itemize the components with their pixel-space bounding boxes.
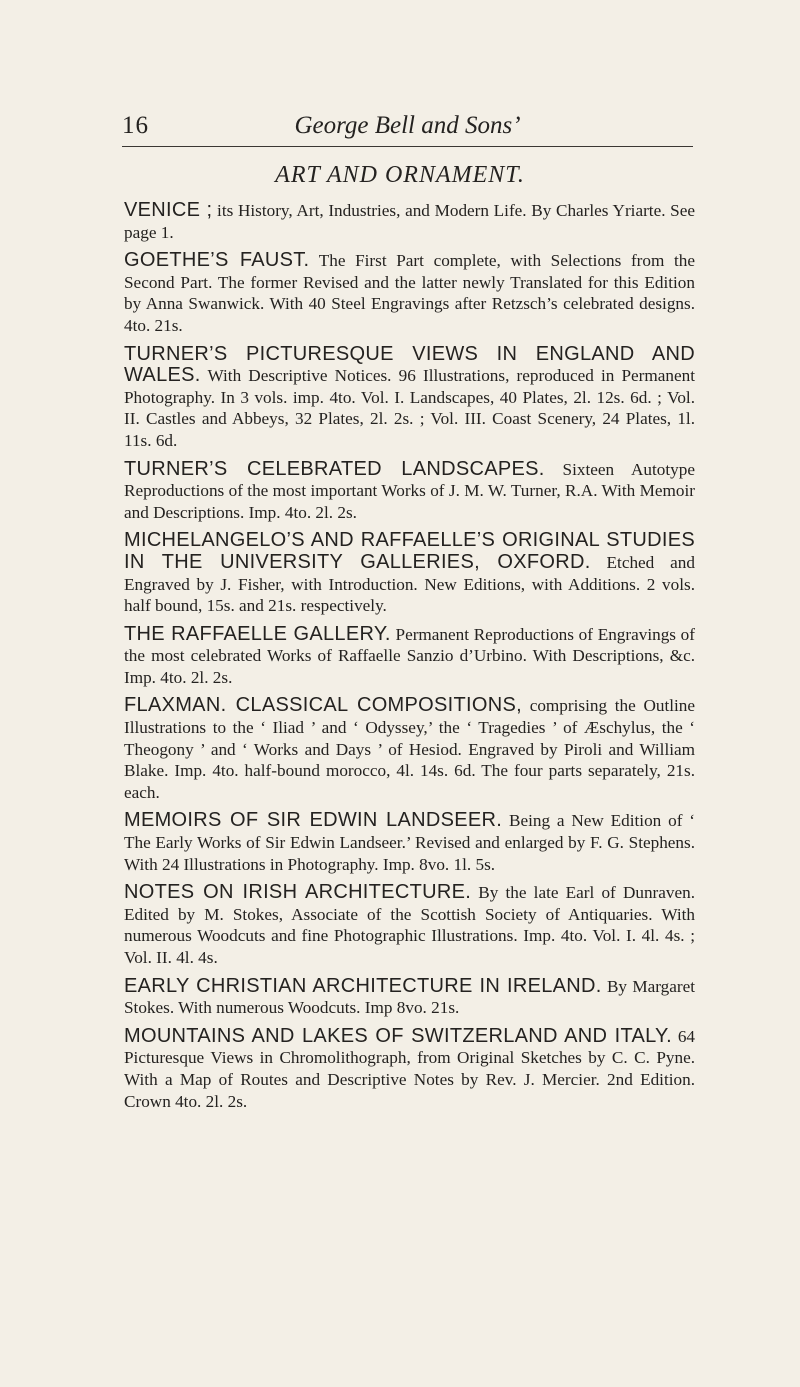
entry-goethes-faust — [124, 250, 695, 336]
entry-body: The First Part complete, with Selections from the Second Part. The former Revised and the latter newly Translated for this Edition by Anna Swanwick. With 40 Steel Engravings after Retzsch’s celebrated designs. 4to. 21s. — [124, 251, 695, 335]
entry-mountains-and-lakes — [124, 1026, 695, 1112]
entry-body: Permanent Reproductions of Engravings of the most celebrated Works of Raffaelle Sanzio d’Urbino. With Descriptions, &c. Imp. 4to. 2l. 2s. — [124, 624, 696, 687]
entry-list — [124, 200, 695, 1119]
entry-title: VENICE ; — [124, 199, 213, 221]
entry-title: NOTES ON IRISH ARCHITECTURE. — [124, 881, 472, 904]
entry-title: FLAXMAN. CLASSICAL COMPOSITIONS, — [124, 694, 522, 717]
entry-turners-picturesque-views — [124, 344, 695, 452]
entry-memoirs-landseer — [124, 810, 695, 875]
entry-body: Being a New Edition of ‘ The Early Works of Sir Edwin Landseer.’ Revised and enlarged by F. G. Stephens. With 24 Illustrations in Photography. Imp. 8vo. 1l. 5s. — [124, 811, 695, 874]
entry-title: THE RAFFAELLE GALLERY. — [124, 622, 391, 645]
entry-body: its History, Art, Industries, and Modern Life. By Charles Yriarte. See page 1. — [124, 201, 695, 242]
entry-title: MOUNTAINS AND LAKES OF SWITZERLAND AND ITALY. — [124, 1024, 672, 1047]
header-rule — [122, 146, 693, 147]
entry-irish-architecture — [124, 882, 695, 968]
entry-early-christian-architecture — [124, 976, 695, 1019]
entry-michelangelo-raffaelle-studies — [124, 530, 695, 616]
entry-title: MEMOIRS OF SIR EDWIN LANDSEER. — [124, 809, 503, 832]
entry-turners-celebrated-landscapes — [124, 459, 695, 524]
entry-venice — [124, 200, 695, 243]
entry-body: Etched and Engraved by J. Fisher, with Introduction. New Editions, with Additions. 2 vols. half bound, 15s. and 21s. respectively. — [124, 552, 695, 616]
entry-title: TURNER’S CELEBRATED LANDSCAPES. — [124, 457, 545, 480]
entry-body: With Descriptive Notices. 96 Illustrations, reproduced in Permanent Photography. In 3 vols. imp. 4to. Vol. I. Landscapes, 40 Plates, 2l. 12s. 6d. ; Vol. II. Castles and Abbeys, 32 Plates, 2l. 2s. ; Vol. III. Coast Scenery, 24 Plates, 1l. 11s. 6d. — [124, 366, 695, 450]
entry-title: GOETHE’S FAUST. — [124, 249, 310, 272]
entry-raffaelle-gallery — [124, 624, 695, 689]
running-head — [122, 112, 693, 146]
entry-body: By Margaret Stokes. With numerous Woodcuts. Imp 8vo. 21s. — [124, 976, 696, 1018]
section-title: ART AND ORNAMENT. — [275, 162, 525, 188]
entry-title: TURNER’S PICTURESQUE VIEWS IN ENGLAND AND WALES. — [124, 342, 695, 387]
entry-body: By the late Earl of Dunraven. Edited by M. Stokes, Associate of the Scottish Society of Antiquaries. With numerous Woodcuts and fine Photographic Illustrations. Imp. 4to. Vol. I. 4l. 4s. ; Vol. II. 4l. 4s. — [124, 883, 696, 967]
entry-body: Sixteen Autotype Reproductions of the most important Works of J. M. W. Turner, R.A. With Memoir and Descriptions. Imp. 4to. 2l. 2s. — [124, 459, 695, 522]
entry-body: comprising the Outline Illustrations to the ‘ Iliad ’ and ‘ Odyssey,’ the ‘ Tragedies ’ of Æschylus, the ‘ Theogony ’ and ‘ Works and Days ’ of Hesiod. Engraved by Piroli and William Blake. Imp. 4to. half-bound morocco, 4l. 14s. 6d. The four parts separately, 21s. each. — [124, 696, 696, 802]
entry-title: MICHELANGELO’S AND RAFFAELLE’S ORIGINAL STUDIES IN THE UNIVERSITY GALLERIES, OXFORD. — [124, 529, 695, 573]
entry-title: EARLY CHRISTIAN ARCHITECTURE IN IRELAND. — [124, 974, 602, 997]
entry-flaxman-compositions — [124, 695, 695, 803]
publisher-name: George Bell and Sons’ — [294, 112, 521, 139]
page-number: 16 — [122, 112, 149, 139]
entry-body: 64 Picturesque Views in Chromolithograph, from Original Sketches by C. C. Pyne. With a Map of Routes and Descriptive Notes by Rev. J. Mercier. 2nd Edition. Crown 4to. 2l. 2s. — [124, 1026, 695, 1111]
